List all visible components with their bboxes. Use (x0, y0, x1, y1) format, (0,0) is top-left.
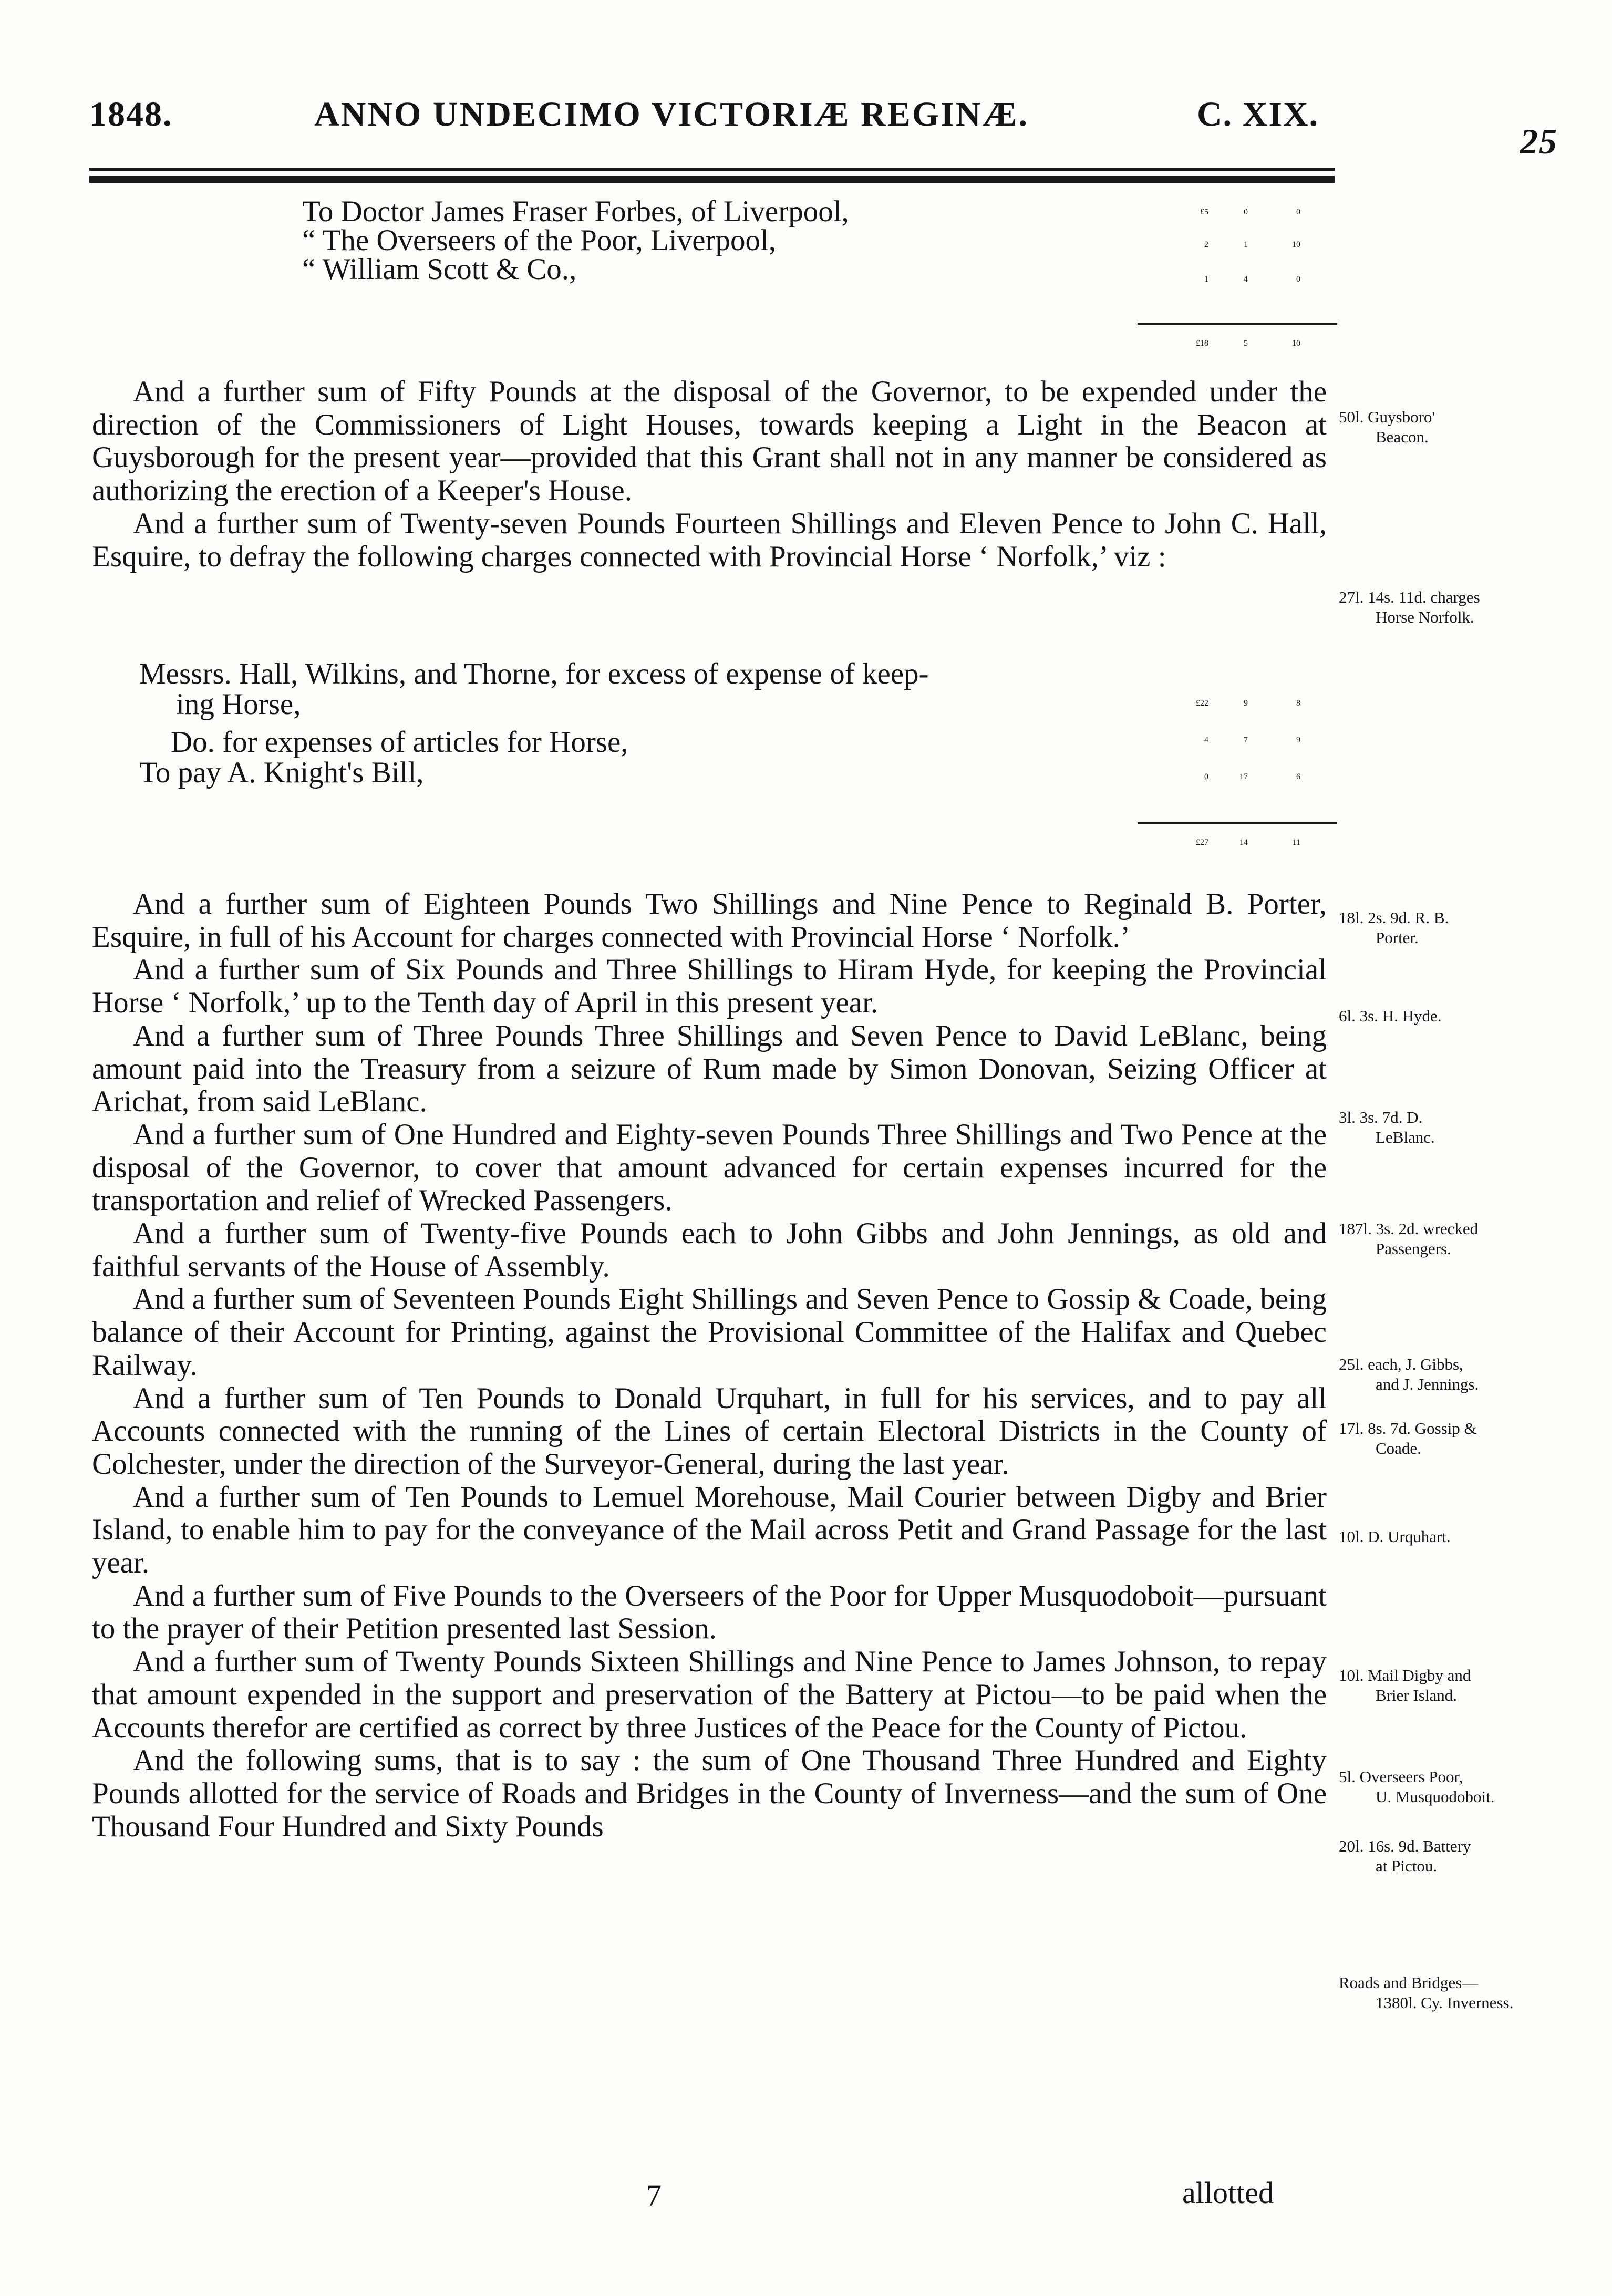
paragraph: And a further sum of Twenty-five Pounds each to John Gibbs and John Jennings, as old and faithful servants of the House of Assembly. (92, 1217, 1327, 1283)
marginal-note: 25l. each, J. Gibbs, and J. Jennings. (1339, 1355, 1479, 1393)
header-rule-thin (89, 168, 1335, 171)
marginal-note: 5l. Overseers Poor, U. Musquodoboit. (1339, 1767, 1495, 1806)
account-row (139, 657, 929, 691)
paragraph: And a further sum of Ten Pounds to Lemuel Morehouse, Mail Courier between Digby and Brier Island, to enable him to pay for the conveyance of the Mail across Petit and Grand Passage for the last year. (92, 1480, 1327, 1580)
marginal-note: 10l. Mail Digby and Brier Island. (1339, 1666, 1471, 1704)
paragraph: And a further sum of Seventeen Pounds Eight Shillings and Seven Pence to Gossip & Coade, being balance of their Account for Printing, against the Provisional Committee of the Halifax and Quebec Railway. (92, 1283, 1327, 1382)
total-shillings: 5 (1244, 339, 1248, 348)
header-year: 1848. (89, 95, 173, 133)
total-pounds: £27 (1196, 838, 1208, 847)
marginal-note: Roads and Bridges— 1380l. Cy. Inverness. (1339, 1973, 1514, 2012)
total-pounds: £18 (1196, 339, 1208, 348)
account-row (302, 252, 576, 286)
header-chapter: C. XIX. (1197, 95, 1319, 133)
amount-pence: 6 (1296, 772, 1300, 781)
amount-pence: 0 (1296, 275, 1300, 284)
amount-shillings: 7 (1244, 736, 1248, 744)
account-payee: To pay A. Knight's Bill, (139, 756, 424, 789)
marginal-note: 10l. D. Urquhart. (1339, 1527, 1451, 1546)
paragraph: And a further sum of One Hundred and Eighty-seven Pounds Three Shillings and Two Pence at the disposal of the Governor, to cover that amount advanced for certain expenses incurred for the transportation and relief of Wrecked Passengers. (92, 1118, 1327, 1217)
header-title: ANNO UNDECIMO VICTORIÆ REGINÆ. (314, 95, 1029, 133)
paragraph: And a further sum of Eighteen Pounds Two Shillings and Nine Pence to Reginald B. Porter, Esquire, in full of his Account for charges connected with Provincial Horse ‘ Norfolk.’ (92, 887, 1327, 954)
catchword: allotted (1182, 2176, 1274, 2210)
amount-pounds: £5 (1200, 208, 1208, 216)
account-payee: ing Horse, (176, 688, 301, 721)
paragraph: And a further sum of Five Pounds to the Overseers of the Poor for Upper Musquodoboit—pursuant to the prayer of their Petition presented last Session. (92, 1579, 1327, 1646)
header-rule-thick (89, 176, 1335, 183)
marginal-note: 18l. 2s. 9d. R. B. Porter. (1339, 908, 1449, 947)
amount-shillings: 0 (1244, 208, 1248, 216)
marginal-note: 6l. 3s. H. Hyde. (1339, 1007, 1442, 1025)
amount-shillings: 4 (1244, 275, 1248, 284)
amount-pounds: 2 (1204, 240, 1208, 249)
amount-pounds: 4 (1204, 736, 1208, 744)
total-pence: 11 (1292, 838, 1300, 847)
amount-pence: 9 (1296, 736, 1300, 744)
marginal-note: 17l. 8s. 7d. Gossip & Coade. (1339, 1419, 1477, 1457)
account-payee: Messrs. Hall, Wilkins, and Thorne, for excess of expense of keep- (139, 657, 929, 690)
account-payee: Do. for expenses of articles for Horse, (171, 726, 628, 759)
marginal-note: 27l. 14s. 11d. charges Horse Norfolk. (1339, 588, 1480, 626)
signature-mark: 7 (646, 2178, 662, 2212)
account-payee: To Doctor James Fraser Forbes, of Liverpool, (302, 195, 849, 228)
amount-pounds: 1 (1204, 275, 1208, 284)
amount-pounds: 0 (1204, 772, 1208, 781)
text-block-1 (92, 376, 1327, 573)
text-block-2 (92, 888, 1327, 1843)
amount-shillings: 9 (1244, 699, 1248, 708)
account-payee: “ The Overseers of the Poor, Liverpool, (302, 224, 777, 257)
amount-shillings: 1 (1244, 240, 1248, 249)
marginal-note: 20l. 16s. 9d. Battery at Pictou. (1339, 1837, 1471, 1875)
amount-pence: 10 (1292, 240, 1300, 249)
paragraph: And a further sum of Fifty Pounds at the disposal of the Governor, to be expended under the direction of the Commissioners of Light Houses, towards keeping a Light in the Beacon at Guysborough for the present year—provided that this Grant shall not in any manner be considered as authorizing the erection of a Keeper's House. (92, 375, 1327, 508)
paragraph: And a further sum of Twenty Pounds Sixteen Shillings and Nine Pence to James Johnson, to repay that amount expended in the support and preservation of the Battery at Pictou—to be paid when the Accounts therefor are certified as correct by three Justices of the Peace for the County of Pictou. (92, 1645, 1327, 1744)
account-row (176, 687, 301, 721)
account-total-rule (1138, 323, 1337, 325)
amount-pence: 8 (1296, 699, 1300, 708)
paragraph: And a further sum of Three Pounds Three Shillings and Seven Pence to David LeBlanc, being amount paid into the Treasury from a seizure of Rum made by Simon Donovan, Seizing Officer at Arichat, from said LeBlanc. (92, 1019, 1327, 1119)
marginal-note: 50l. Guysboro' Beacon. (1339, 408, 1435, 446)
paragraph: And a further sum of Twenty-seven Pounds Fourteen Shillings and Eleven Pence to John C. Hall, Esquire, to defray the following charges connected with Provincial Horse ‘ Norfolk,’ viz : (92, 506, 1327, 573)
total-pence: 10 (1292, 339, 1300, 348)
amount-pounds: £22 (1196, 699, 1208, 708)
amount-shillings: 17 (1239, 772, 1248, 781)
marginal-note: 187l. 3s. 2d. wrecked Passengers. (1339, 1219, 1479, 1258)
marginal-note: 3l. 3s. 7d. D. LeBlanc. (1339, 1108, 1435, 1146)
paragraph: And a further sum of Ten Pounds to Donald Urquhart, in full for his services, and to pay all Accounts connected with the running of the Lines of certain Electoral Districts in the County of Colchester, under the direction of the Surveyor-General, during the last year. (92, 1381, 1327, 1481)
amount-pence: 0 (1296, 208, 1300, 216)
page-number: 25 (1520, 121, 1558, 161)
account-row (139, 756, 423, 790)
account-payee: “ William Scott & Co., (302, 253, 577, 286)
paragraph: And the following sums, that is to say : the sum of One Thousand Three Hundred and Eighty Pounds allotted for the service of Roads and Bridges in the County of Inverness—and the sum of One Thousand Four Hundred and Sixty Pounds (92, 1744, 1327, 1843)
account-row (171, 725, 628, 759)
account-total-rule (1138, 822, 1337, 824)
total-shillings: 14 (1239, 838, 1248, 847)
paragraph: And a further sum of Six Pounds and Three Shillings to Hiram Hyde, for keeping the Provincial Horse ‘ Norfolk,’ up to the Tenth day of April in this present year. (92, 953, 1327, 1020)
